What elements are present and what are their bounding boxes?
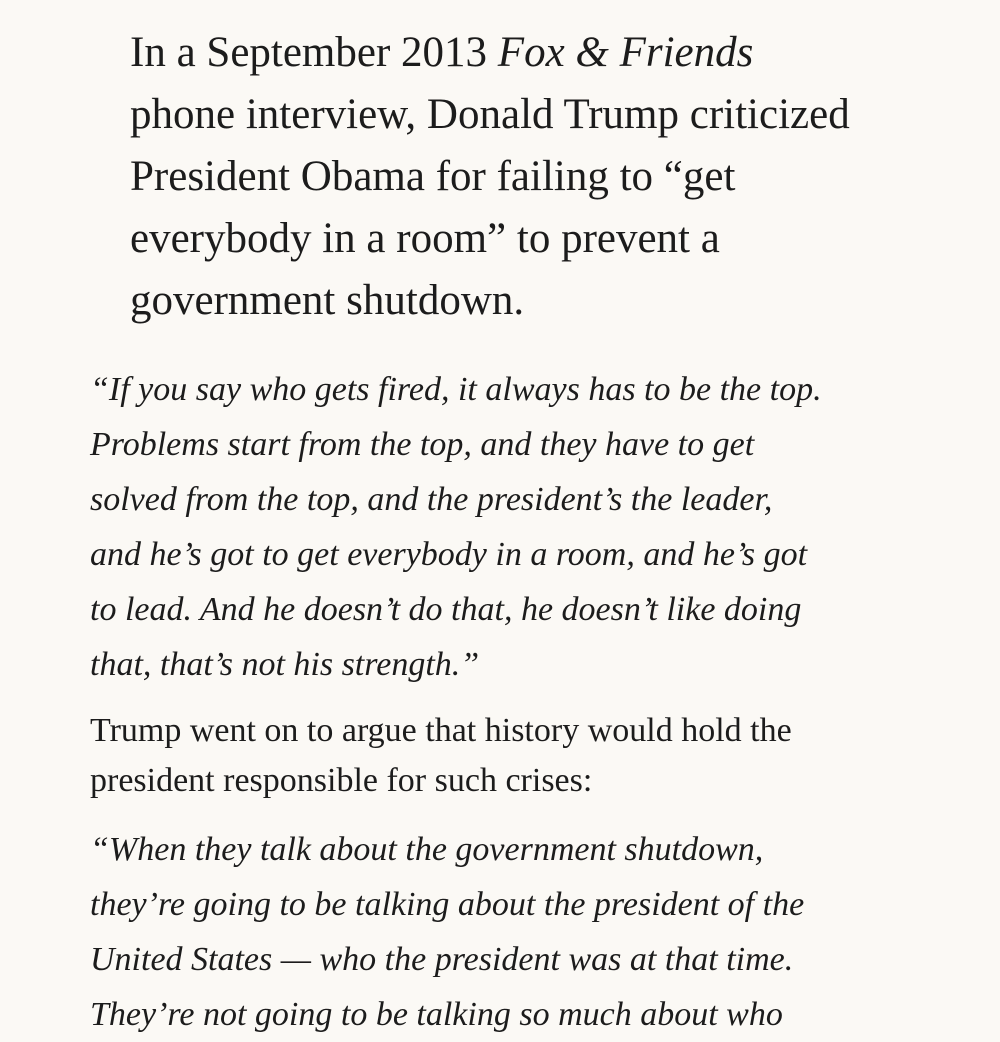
quote2-line: They’re not going to be talking so much about who: [90, 996, 783, 1033]
quote1-line: “If you say who gets fired, it always has to be the top.: [90, 371, 822, 408]
show-name: Fox & Friends: [497, 29, 754, 76]
quote1-line: to lead. And he doesn’t do that, he doesn’t like doing: [90, 591, 802, 628]
quote1-line: and he’s got to get everybody in a room, and he’s got: [90, 536, 808, 573]
intro-line-4: everybody in a room” to prevent a: [130, 215, 720, 262]
quote1-line: Problems start from the top, and they have to get: [90, 426, 755, 463]
intro-line-1: [90, 22, 970, 84]
quote-block-1: [90, 362, 970, 692]
quote1-line: that, that’s not his strength.”: [90, 646, 480, 683]
intro-text: In a September 2013: [130, 29, 498, 76]
quote2-line: they’re going to be talking about the president of the: [90, 886, 805, 923]
quote-block-2: [90, 822, 970, 1042]
intro-line-3: President Obama for failing to “get: [130, 153, 736, 200]
intro-line-2: phone interview, Donald Trump criticized: [130, 91, 850, 138]
quote1-line: solved from the top, and the president’s the leader,: [90, 481, 773, 518]
body-line: president responsible for such crises:: [90, 762, 593, 799]
intro-line-5: government shutdown.: [130, 277, 525, 324]
body-line: Trump went on to argue that history would hold the: [90, 712, 792, 749]
quote2-line: “When they talk about the government shutdown,: [90, 831, 764, 868]
intro-paragraph: [90, 22, 970, 332]
quote2-line: United States — who the president was at that time.: [90, 941, 794, 978]
body-paragraph: [90, 706, 970, 806]
